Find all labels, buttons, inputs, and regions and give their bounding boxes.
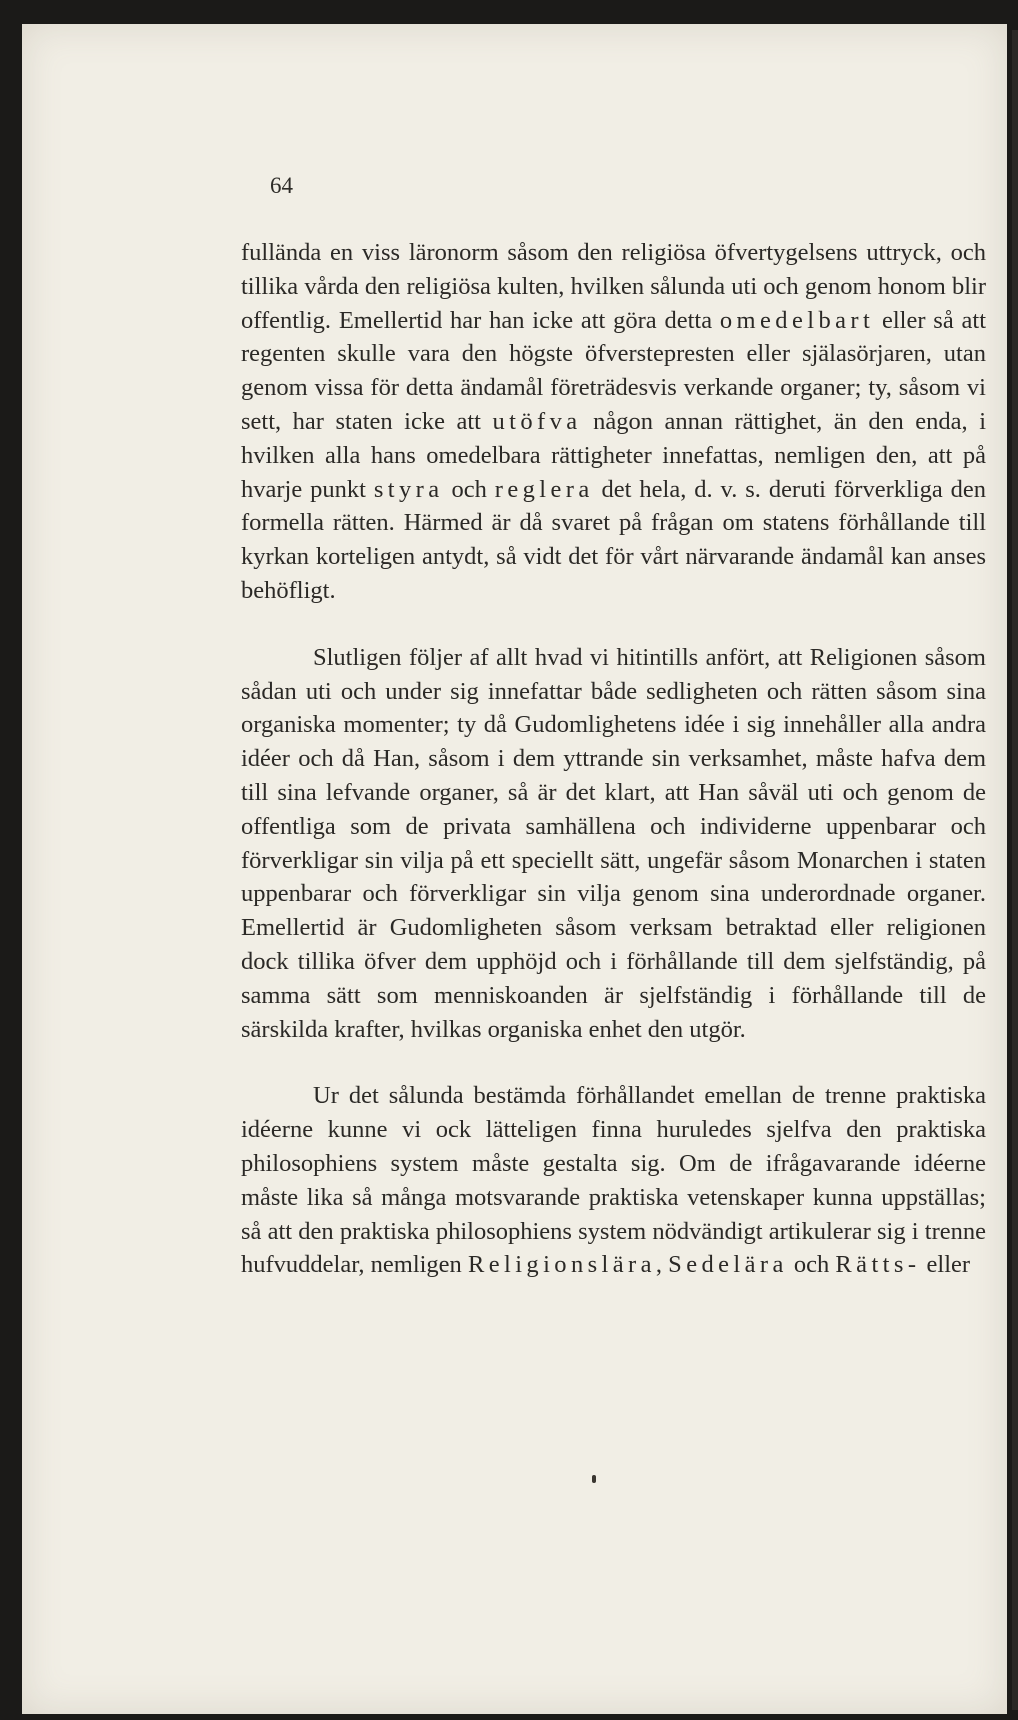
text-run: och: [443, 475, 495, 503]
emphasis-styra: styra: [373, 475, 444, 503]
paragraph-1: [241, 236, 986, 608]
emphasis-religionslara: Religionslära: [467, 1251, 656, 1279]
page-number: 64: [270, 173, 293, 198]
text-run: någon annan rättighet, än den enda, i hvilken alla hans omedelbara rättigheter innefattas, nemligen den, att på hvarje punkt: [241, 407, 987, 503]
text-run: fullända en viss läronorm såsom den religiösa öfvertygelsens uttryck, och tillika vårda den religiösa kulten, hvilken sålunda uti och genom honom blir offentlig. Emellertid har han icke att göra detta: [241, 239, 986, 334]
text-run: eller: [920, 1251, 971, 1279]
text-run: Ur det sålunda bestämda förhållandet emellan de trenne praktiska idéerne kunne vi ock lätteligen finna huruledes sjelfva den praktiska philosophiens system måste gestalta sig. Om de ifrågavarande idéerne måste lika så många motsvarande praktiska vetenskaper kunna uppställas; så att den praktiska philosophiens system nödvändigt artikulerar sig i trenne hufvuddelar, nemligen: [241, 1082, 986, 1279]
emphasis-reglera: reglera: [494, 475, 594, 503]
paragraph-3: [241, 1079, 986, 1282]
text-run: ,: [655, 1251, 669, 1279]
page-edge-shadow: [1012, 30, 1018, 1710]
ink-speck: [592, 1475, 596, 1483]
text-run: och: [787, 1251, 836, 1279]
emphasis-sedelara: Sedelära: [668, 1251, 788, 1279]
emphasis-ratts: Rätts-: [835, 1251, 921, 1279]
emphasis-omedelbart: omedelbart: [719, 306, 875, 334]
text-run: det hela, d. v. s. deruti förverkliga den formella rätten. Härmed är då svaret på frågan om statens förhållande till kyrkan korteligen antydt, så vidt det för vårt närvarande ändamål kan anses behöfligt.: [241, 475, 987, 604]
body-text: [241, 236, 986, 1282]
text-run: eller så att regenten skulle vara den högste öfverstepresten eller själasörjaren, utan genom vissa för detta ändamål företrädesvis verkande organer; ty, såsom vi sett, har staten icke att: [241, 306, 986, 435]
emphasis-utofva: utöfva: [492, 407, 582, 435]
paragraph-2: Slutligen följer af allt hvad vi hitintills anfört, att Religionen såsom sådan uti och under sig innefattar både sedligheten och rätten såsom sina organiska momenter; ty då Gudomlighetens idée i sig innehåller alla andra idéer och då Han, såsom i dem yttrande sin verksamhet, måste hafva dem till sina lefvande organer, så är det klart, att Han såväl uti och genom de offentliga som de privata samhällena och individerne uppenbarar och förverkligar sin vilja på ett speciellt sätt, ungefär såsom Monarchen i staten uppenbarar och förverkligar sin vilja genom sina underordnade organer. Emellertid är Gudomligheten såsom verksam betraktad eller religionen dock tillika öfver dem upphöjd och i förhållande till dem sjelfständig, på samma sätt som menniskoanden är sjelfständig i förhållande till de särskilda krafter, hvilkas organiska enhet den utgör.: [241, 643, 986, 1043]
